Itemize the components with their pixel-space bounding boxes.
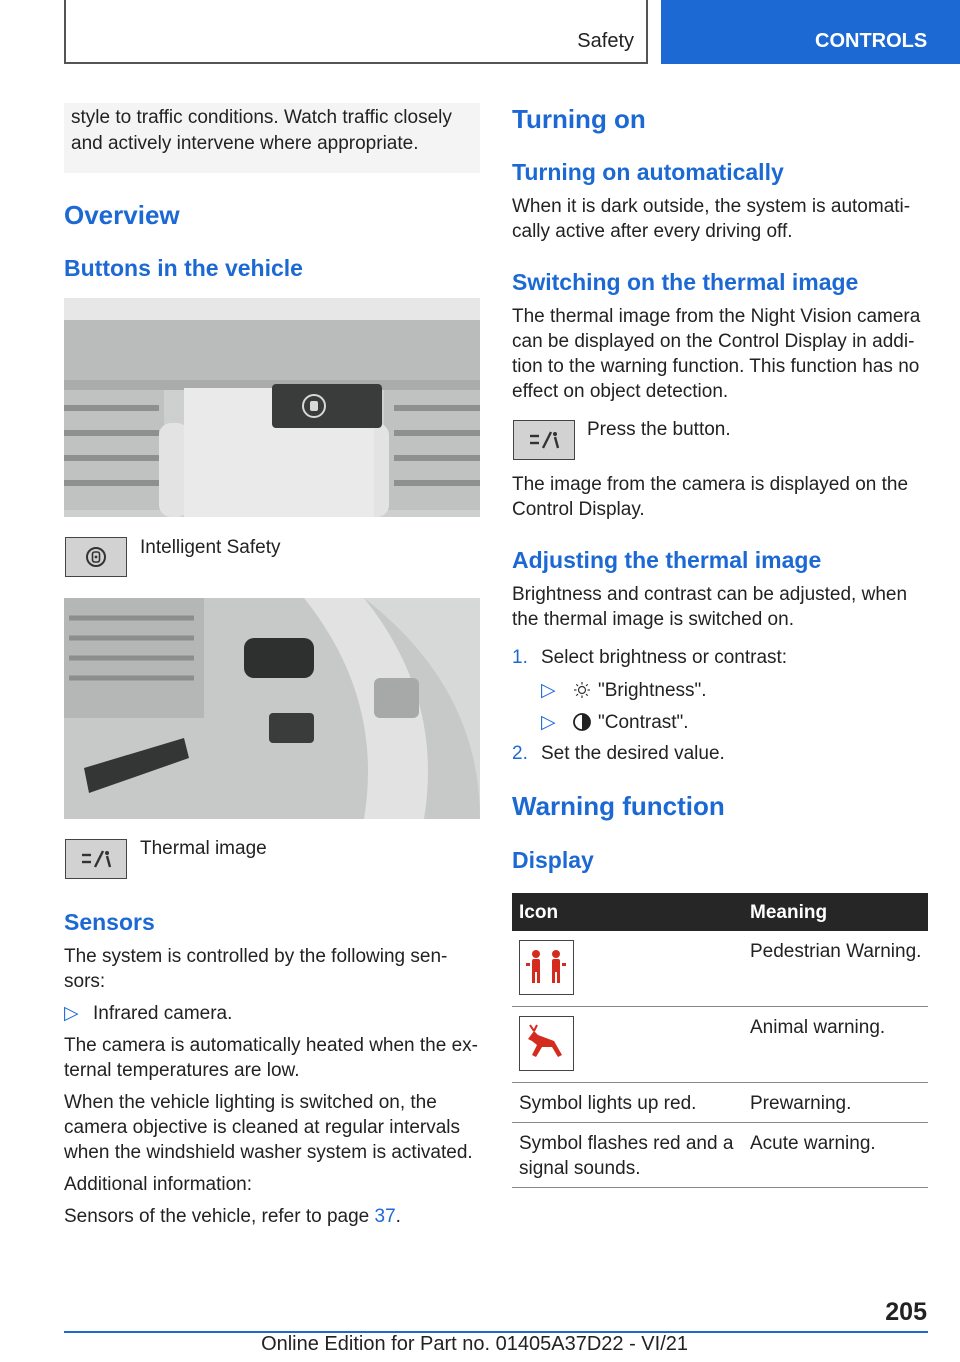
pedestrian-meaning: Pedestrian Warning. [750, 941, 922, 962]
header-chapter-tab[interactable] [661, 0, 960, 64]
bullet-marker: ▷ [64, 1003, 79, 1024]
display-heading: Display [512, 847, 594, 873]
step-1-text: Select brightness or contrast: [541, 647, 788, 668]
press-button-text: Press the button. [587, 419, 731, 440]
auto-text: When it is dark outside, the system is automati‐cally active after every driving off. [512, 196, 911, 242]
thermal-image-button-icon [65, 839, 127, 879]
buttons-heading: Buttons in the vehicle [64, 255, 303, 281]
sensors-text: The system is controlled by the following sen‐sors: [64, 946, 448, 992]
header-meaning: Meaning [750, 902, 828, 923]
bullet-marker: ▷ [541, 680, 556, 701]
sensors-reference-text: Sensors of the vehicle, refer to page [64, 1206, 375, 1227]
section-title: Safety [577, 30, 634, 52]
table-row [512, 1007, 928, 1083]
edition-text: Online Edition for Part no. 01405A37D22 - VI/21 [261, 1333, 688, 1355]
animal-meaning: Animal warning. [750, 1017, 886, 1038]
warning-note: style to traffic conditions. Watch traffic closely and actively intervene where appropriate. [64, 103, 480, 173]
auto-heading: Turning on automatically [512, 159, 784, 185]
display-table [512, 893, 928, 1188]
thermal-button-icon [513, 420, 575, 460]
switch-heading: Switching on the thermal image [512, 269, 859, 295]
condition-text: Symbol lights up red. [519, 1093, 697, 1114]
header-section-box [64, 0, 648, 64]
table-row [512, 1123, 928, 1188]
step-1-number: 1. [512, 647, 528, 668]
displayed-text: The image from the camera is displayed on the Control Display. [512, 474, 909, 520]
brightness-label: "Brightness". [598, 680, 707, 701]
reference-period: . [395, 1206, 401, 1227]
page-link[interactable]: 37 [374, 1206, 396, 1227]
bullet-marker: ▷ [541, 712, 556, 733]
step-2-text: Set the desired value. [541, 743, 725, 764]
steering-photo [64, 598, 480, 819]
brightness-icon [573, 681, 591, 704]
header-icon: Icon [519, 902, 559, 923]
animal-warning-icon [519, 1016, 574, 1071]
sensors-reference [64, 1204, 401, 1229]
page-number: 205 [885, 1298, 927, 1326]
bullet-infrared-camera: Infrared camera. [93, 1003, 233, 1024]
overview-heading: Overview [64, 200, 180, 230]
table-row [512, 1083, 928, 1123]
thermal-image-label: Thermal image [140, 838, 267, 859]
intelligent-safety-button-icon [65, 537, 127, 577]
condition-text: Symbol flashes red and a signal sounds. [519, 1133, 734, 1179]
dashboard-photo [64, 298, 480, 517]
pedestrian-warning-icon [519, 940, 574, 995]
table-row [512, 931, 928, 1007]
acute-warning-meaning: Acute warning. [750, 1133, 876, 1154]
cleaning-text: When the vehicle lighting is switched on, the camera objective is cleaned at regular intervals when the windshield washer system is activated. [64, 1092, 473, 1163]
additional-info: Additional information: [64, 1174, 252, 1195]
table-header [512, 893, 928, 931]
contrast-label: "Contrast". [598, 712, 689, 733]
contrast-icon [572, 712, 592, 737]
adjust-heading: Adjusting the thermal image [512, 547, 822, 573]
switch-text: The thermal image from the Night Vision camera can be displayed on the Control Display in addi‐tion to the warning function. This function has no effect on object detection. [512, 306, 921, 402]
prewarning-meaning: Prewarning. [750, 1093, 852, 1114]
step-2-number: 2. [512, 743, 528, 764]
turning-on-heading: Turning on [512, 104, 646, 134]
sensors-heading: Sensors [64, 909, 155, 935]
adjust-text: Brightness and contrast can be adjusted, when the thermal image is switched on. [512, 584, 908, 630]
chapter-title: CONTROLS [815, 30, 928, 52]
intelligent-safety-label: Intelligent Safety [140, 537, 281, 558]
warning-heading: Warning function [512, 791, 725, 821]
heated-text: The camera is automatically heated when the ex‐ternal temperatures are low. [64, 1035, 478, 1081]
